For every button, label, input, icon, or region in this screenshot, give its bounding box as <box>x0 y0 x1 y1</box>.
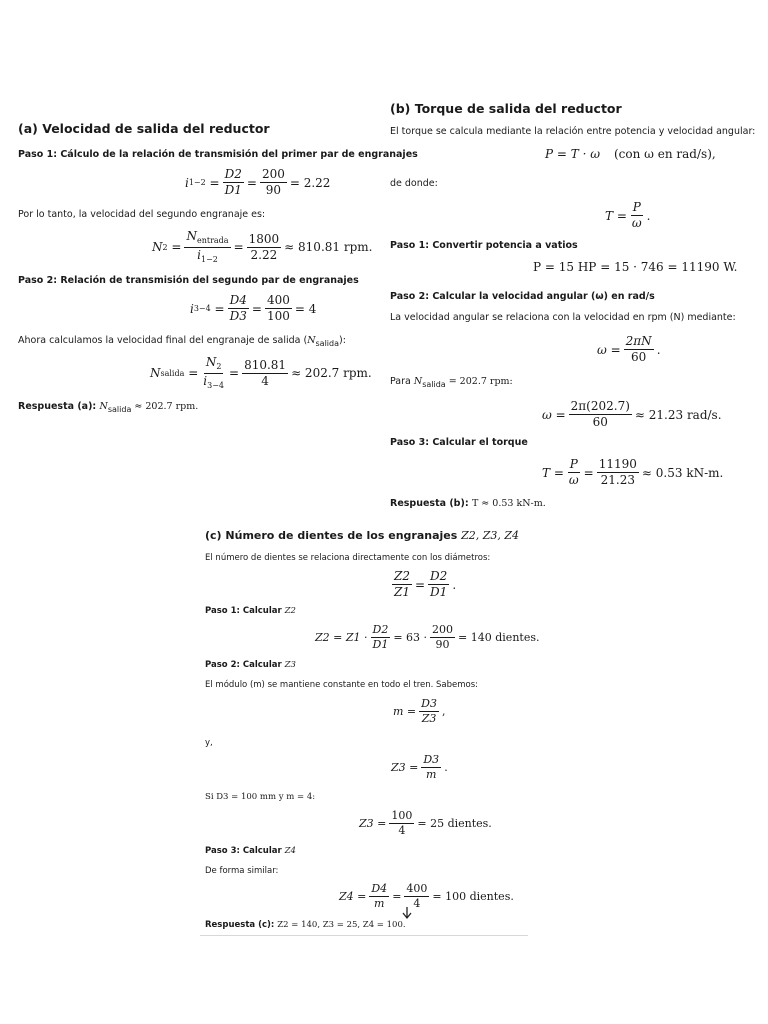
part-c-eq-2: Z2 = Z1 · $\frac{D2}{D1}$ = 63 · $\frac{200}{90}$ = 140 dientes. <box>315 623 540 652</box>
part-b-eq-5: ω = $\frac{2\pi(202.7)}{60}$ ≈ 21.23 rad/s. <box>542 399 722 430</box>
part-b-text-1: El torque se calcula mediante la relación entre potencia y velocidad angular: <box>390 126 756 137</box>
part-c-step-3: Paso 3: Calcular Z4 <box>205 846 296 856</box>
part-c-step-1: Paso 1: Calcular Z2 <box>205 606 296 616</box>
part-c-eq-6: Z4 = $\frac{D4}{m}$ = $\frac{400}{4}$ = 100 dientes. <box>339 882 514 911</box>
part-c-text-4: Si D3 = 100 mm y m = 4: <box>205 792 316 802</box>
part-a-step-2: Paso 2: Relación de transmisión del segundo par de engranajes <box>18 275 359 286</box>
part-a-answer: Respuesta (a): $N_{salida} \approx 202.7$ rpm. <box>18 401 199 414</box>
part-b-eq-2: T = $\frac{P}{\omega}$ . <box>605 200 651 231</box>
part-c-eq-1: $\frac{Z2}{Z1}$ = $\frac{D2}{D1}$ . <box>394 569 457 600</box>
part-c-text-3: y, <box>205 738 213 748</box>
part-b-step-2: Paso 2: Calcular la velocidad angular (ω) en rad/s <box>390 291 655 302</box>
part-b-step-3: Paso 3: Calcular el torque <box>390 437 528 448</box>
part-b-step-1: Paso 1: Convertir potencia a vatios <box>390 240 578 251</box>
part-b-eq-1: P = T · ω (con ω en rad/s), <box>545 147 716 161</box>
part-a-title: (a) Velocidad de salida del reductor <box>18 121 270 136</box>
part-a-text-1: Por lo tanto, la velocidad del segundo engranaje es: <box>18 209 266 220</box>
part-b-text-4: Para $N_{salida} = 202.7$ rpm: <box>390 376 513 389</box>
part-a-eq-2: N 2 = $\frac{N_{entrada}}{i_{1-2}}$ = $\frac{1800}{2.22}$ ≈ 810.81 rpm. <box>152 229 373 264</box>
bottom-divider <box>200 935 528 936</box>
part-b-eq-3: P = 15 HP = 15 · 746 = 11190 W. <box>533 260 738 274</box>
part-a-text-2: Ahora calculamos la velocidad final del engranaje de salida $(N_{salida})$: <box>18 335 346 348</box>
cursor-arrow-icon <box>401 906 413 920</box>
part-c-eq-4: Z3 = $\frac{D3}{m}$ . <box>391 753 448 782</box>
part-a-eq-4: N salida = $\frac{N_2}{i_{3-4}}$ = $\frac{810.81}{4}$ ≈ 202.7 rpm. <box>150 355 372 390</box>
part-b-eq-6: T = $\frac{P}{\omega}$ = $\frac{11190}{21.23}$ ≈ 0.53 kN-m. <box>542 457 724 488</box>
part-c-eq-3: m = $\frac{D3}{Z3}$ , <box>393 697 446 726</box>
part-b-title: (b) Torque de salida del reductor <box>390 101 622 116</box>
part-b-eq-4: ω = $\frac{2\pi N}{60}$ . <box>597 334 661 365</box>
part-b-answer: Respuesta (b): T ≈ 0.53 kN-m. <box>390 498 546 509</box>
part-a-eq-1: i 1−2 = $\frac{D2}{D1}$ = $\frac{200}{90}$ = 2.22 <box>185 167 331 198</box>
part-c-text-2: El módulo (m) se mantiene constante en todo el tren. Sabemos: <box>205 680 479 690</box>
part-c-step-2: Paso 2: Calcular Z3 <box>205 660 296 670</box>
part-c-eq-5: Z3 = $\frac{100}{4}$ = 25 dientes. <box>359 809 492 838</box>
part-c-answer: Respuesta (c): Z2 = 140, Z3 = 25, Z4 = 100. <box>205 920 406 930</box>
part-b-text-2: de donde: <box>390 178 438 189</box>
part-c-title: (c) Número de dientes de los engranajes Z2, Z3, Z4 <box>205 529 520 542</box>
part-b-text-3: La velocidad angular se relaciona con la velocidad en rpm (N) mediante: <box>390 312 736 323</box>
part-c-text-5: De forma similar: <box>205 866 279 876</box>
part-a-step-1: Paso 1: Cálculo de la relación de transmisión del primer par de engranajes <box>18 149 418 160</box>
part-a-eq-3: i 3−4 = $\frac{D4}{D3}$ = $\frac{400}{100}$ = 4 <box>190 293 317 324</box>
part-c-text-1: El número de dientes se relaciona directamente con los diámetros: <box>205 553 491 563</box>
